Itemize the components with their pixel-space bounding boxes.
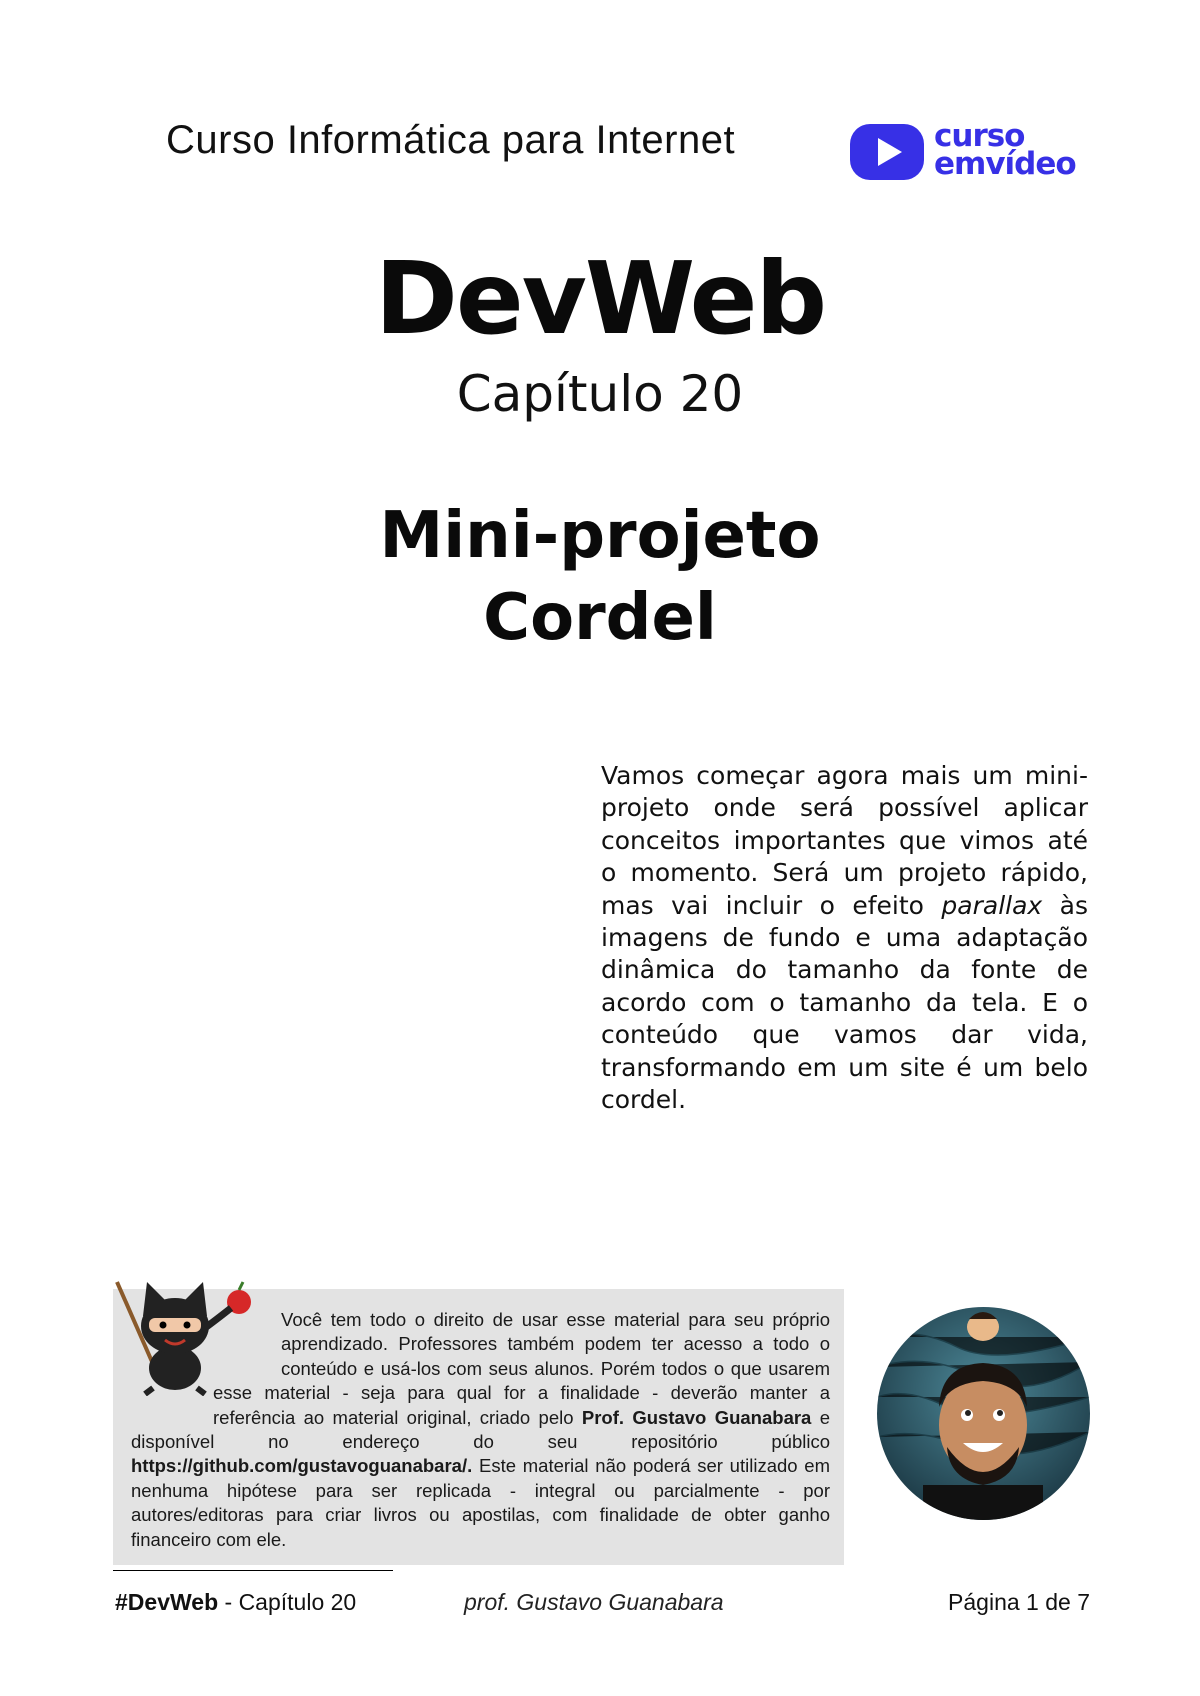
license-notice-text: [131, 1308, 830, 1552]
chapter-label: Capítulo 20: [456, 365, 744, 423]
author-avatar: [877, 1307, 1090, 1520]
footer-author: prof. Gustavo Guanabara: [464, 1589, 724, 1615]
project-title-line-1: Mini-projeto: [379, 499, 821, 573]
notice-text-2: e disponível no endereço do seu repositório público: [131, 1406, 830, 1453]
course-title: Curso Informática para Internet: [166, 118, 736, 162]
intro-emphasis: parallax: [941, 890, 1043, 920]
footer-chapter: [115, 1589, 356, 1616]
notice-text-1: Você tem todo o direito de usar esse material para seu próprio aprendizado. Professores também podem ter acesso a todo o conteúdo e usá-los com seus alunos. Porém todos o que usarem esse material - seja para qual for a finalidade - deverão manter a referência ao material original, criado pelo: [213, 1309, 830, 1428]
cursoemvideo-logo: [848, 120, 1088, 186]
logo-line-1: curso: [934, 118, 1025, 154]
footer-tag: #DevWeb: [115, 1589, 219, 1615]
intro-paragraph: [601, 760, 1088, 1116]
notice-url[interactable]: https://github.com/gustavoguanabara/.: [131, 1455, 473, 1477]
project-title-line-2: Cordel: [483, 581, 717, 655]
play-icon: [848, 122, 926, 182]
page-title: DevWeb: [374, 240, 826, 357]
footer-chapter-label: - Capítulo 20: [218, 1589, 357, 1615]
notice-text-3: Este material não poderá ser utilizado em nenhuma hipótese para ser replicada - integral ou parcialmente - por autores/editoras para criar livros ou apostilas, com finalidade de obter ganho financeiro com ele.: [131, 1455, 830, 1550]
notice-author: Prof. Gustavo Guanabara: [581, 1406, 812, 1428]
intro-text-1: Vamos começar agora mais um mini-projeto onde será possível aplicar conceitos importantes que vimos até o momento. Será um projeto rápido, mas vai incluir o efeito: [601, 761, 1088, 920]
intro-text-2: às imagens de fundo e uma adaptação dinâmica do tamanho da fonte de acordo com o tamanho da tela. E o conteúdo que vamos dar vida, transformando em um site é um belo cordel.: [601, 890, 1088, 1115]
project-title: [0, 495, 1200, 659]
footer-divider: [113, 1570, 393, 1571]
footer-page-number: Página 1 de 7: [948, 1589, 1090, 1615]
logo-line-2: emvídeo: [934, 146, 1076, 182]
